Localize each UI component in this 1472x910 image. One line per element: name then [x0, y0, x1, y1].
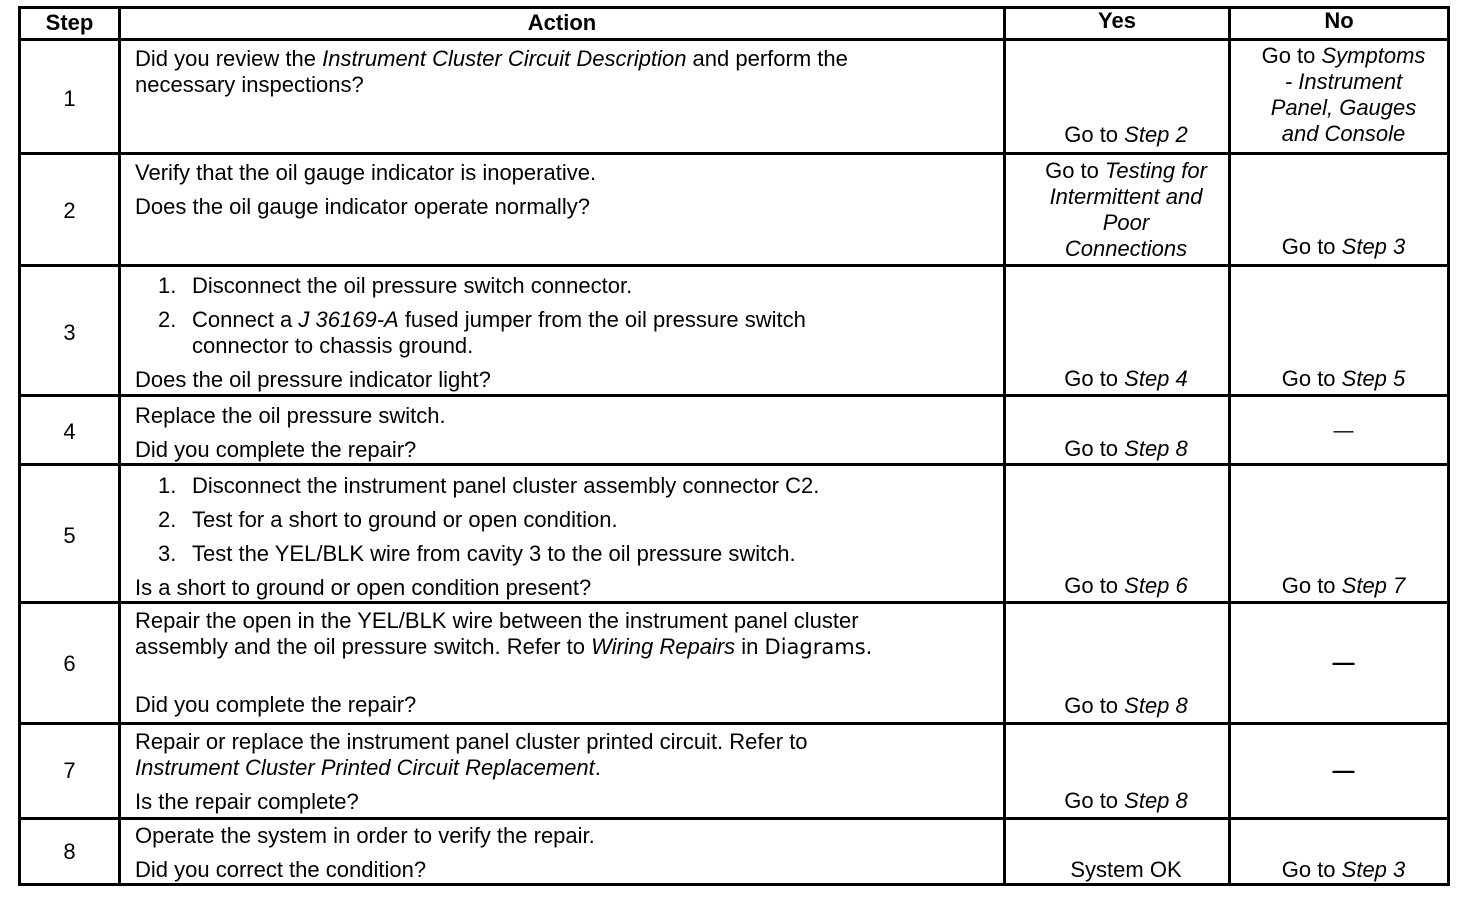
- list-item: 3. Test the YEL/BLK wire from cavity 3 to the oil pressure switch.: [158, 541, 796, 566]
- step-number: 4: [63, 419, 76, 444]
- procedure-link[interactable]: Wiring Repairs: [591, 634, 736, 659]
- action-text: Did you review the Instrument Cluster Circuit Description and perform the necessary inspections?: [135, 46, 848, 97]
- step-link[interactable]: Step 6: [1124, 573, 1188, 598]
- step-link[interactable]: Step 7: [1341, 573, 1406, 598]
- procedure-link[interactable]: Instrument Cluster Printed Circuit Replacement: [135, 755, 595, 780]
- action-text: 1. Disconnect the oil pressure switch connector. 2. Connect a J 36169-A fused jumper from the oil pressure switch connector to chassis ground. Does the oil pressure indicator light?: [135, 273, 1000, 393]
- no-result: Go to Step 5: [1281, 366, 1406, 391]
- list-item: 1. Disconnect the oil pressure switch connector.: [158, 273, 633, 298]
- yes-result: Go to Step 8: [1064, 436, 1188, 461]
- step-number: 3: [63, 320, 76, 345]
- action-text: Verify that the oil gauge indicator is inoperative. Does the oil gauge indicator operate normally?: [135, 160, 597, 219]
- action-text: Repair the open in the YEL/BLK wire between the instrument panel cluster assembly and the oil pressure switch. Refer to Wiring Repairs in Diagrams. Did you complete the repair?: [135, 608, 873, 717]
- row-divider: [18, 817, 1450, 820]
- yes-result: Go to Step 4: [1064, 366, 1188, 391]
- procedure-link[interactable]: Symptoms: [1321, 43, 1426, 68]
- header-action: Action: [527, 10, 597, 35]
- step-number: 8: [63, 839, 76, 864]
- procedure-link[interactable]: Testing for: [1105, 158, 1207, 183]
- yes-result: Go to Step 6: [1064, 573, 1188, 598]
- step-number: 5: [63, 523, 76, 548]
- no-result: —: [1333, 420, 1354, 442]
- procedure-link[interactable]: Instrument Cluster Circuit Description: [322, 46, 687, 71]
- row-divider: [18, 394, 1450, 397]
- step-number: 1: [63, 86, 76, 111]
- header-yes: Yes: [1098, 8, 1136, 33]
- yes-result: Go to Step 8: [1064, 788, 1188, 813]
- yes-result: Go to Step 8: [1064, 693, 1188, 718]
- step-number: 6: [63, 651, 76, 676]
- no-result: Go to Step 3: [1281, 234, 1406, 259]
- step-link[interactable]: Step 8: [1124, 788, 1188, 813]
- action-text: Replace the oil pressure switch. Did you complete the repair?: [135, 403, 446, 462]
- list-item: 2. Connect a J 36169-A fused jumper from the oil pressure switch connector to chassis ground.: [158, 307, 806, 358]
- step-number: 7: [63, 758, 76, 783]
- no-result: Go to Step 7: [1281, 573, 1406, 598]
- yes-result: System OK: [1070, 857, 1182, 882]
- yes-result: Go to Step 2: [1064, 122, 1188, 147]
- list-item: 1. Disconnect the instrument panel cluster assembly connector C2.: [158, 473, 820, 498]
- row-divider: [18, 264, 1450, 267]
- row-divider: [18, 152, 1450, 155]
- yes-result: Go to Testing for Intermittent and Poor Connections: [1045, 158, 1207, 261]
- step-link[interactable]: Step 2: [1124, 122, 1188, 147]
- no-result: Go to Symptoms - Instrument Panel, Gauges and Console: [1261, 43, 1426, 146]
- row-divider: [18, 722, 1450, 725]
- step-link[interactable]: Step 8: [1124, 436, 1188, 461]
- step-link[interactable]: Step 3: [1341, 234, 1406, 259]
- no-result: —: [1332, 650, 1355, 675]
- column-divider: [118, 6, 121, 886]
- list-item: 2. Test for a short to ground or open condition.: [158, 507, 618, 532]
- step-link[interactable]: Step 4: [1124, 366, 1188, 391]
- step-link[interactable]: Step 5: [1341, 366, 1406, 391]
- action-text: Repair or replace the instrument panel cluster printed circuit. Refer to Instrument Cluster Printed Circuit Replacement. Is the repair complete?: [135, 729, 808, 814]
- action-text: Operate the system in order to verify the repair. Did you correct the condition?: [135, 823, 595, 882]
- action-text: 1. Disconnect the instrument panel cluster assembly connector C2. 2. Test for a short to ground or open condition. 3. Test the YEL/BLK wire from cavity 3 to the oil pressure switch. Is a short to ground or open condition present?: [135, 473, 1000, 601]
- step-link[interactable]: Step 3: [1341, 857, 1406, 882]
- tool-reference: J 36169-A: [298, 307, 399, 332]
- row-divider: [18, 463, 1450, 466]
- header-no: No: [1324, 8, 1354, 33]
- no-result: —: [1332, 758, 1355, 783]
- header-step: Step: [45, 10, 94, 35]
- step-link[interactable]: Step 8: [1124, 693, 1188, 718]
- step-number: 2: [63, 198, 76, 223]
- row-divider: [18, 601, 1450, 604]
- row-divider: [18, 38, 1450, 41]
- no-result: Go to Step 3: [1281, 857, 1406, 882]
